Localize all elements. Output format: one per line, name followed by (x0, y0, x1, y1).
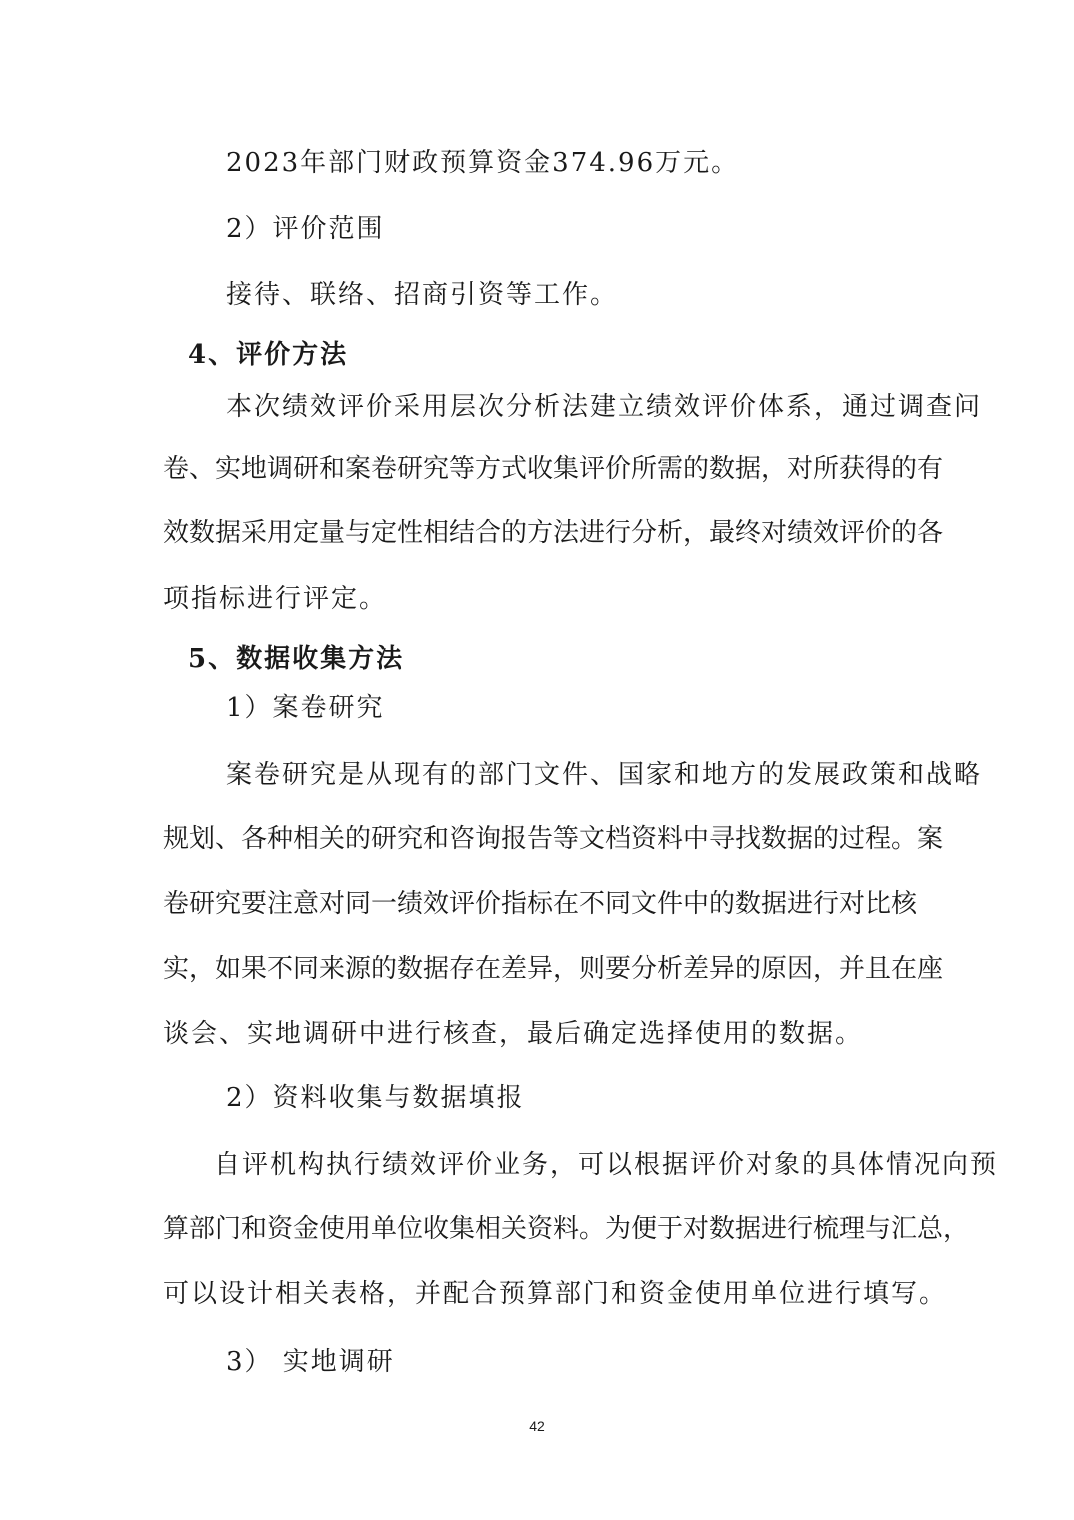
file-research-paragraph-line: 卷研究要注意对同一绩效评价指标在不同文件中的数据进行对比核 (163, 889, 918, 919)
section-heading-data-collection: 5、数据收集方法 (188, 644, 405, 674)
scope-description: 接待、联络、招商引资等工作。 (226, 280, 619, 310)
file-research-paragraph-line: 谈会、实地调研中进行核查，最后确定选择使用的数据。 (163, 1019, 864, 1049)
subheading-data-collection-reporting: 2）资料收集与数据填报 (226, 1083, 525, 1113)
method-paragraph-line: 效数据采用定量与定性相结合的方法进行分析，最终对绩效评价的各 (163, 518, 944, 548)
budget-sentence: 2023年部门财政预算资金374.96万元。 (226, 148, 740, 178)
section-heading-evaluation-method: 4、评价方法 (188, 340, 349, 370)
collection-paragraph-line: 可以设计相关表格，并配合预算部门和资金使用单位进行填写。 (163, 1279, 948, 1309)
subheading-evaluation-scope: 2）评价范围 (226, 214, 385, 244)
method-paragraph-line: 项指标进行评定。 (163, 584, 388, 614)
file-research-paragraph-line: 案卷研究是从现有的部门文件、国家和地方的发展政策和战略 (226, 760, 983, 790)
method-paragraph-line: 卷、实地调研和案卷研究等方式收集评价所需的数据，对所获得的有 (163, 454, 944, 484)
collection-paragraph-line: 自评机构执行绩效评价业务，可以根据评价对象的具体情况向预 (214, 1150, 999, 1180)
subheading-field-research: 3） 实地调研 (226, 1347, 395, 1377)
method-paragraph-line: 本次绩效评价采用层次分析法建立绩效评价体系，通过调查问 (226, 392, 983, 422)
file-research-paragraph-line: 规划、各种相关的研究和咨询报告等文档资料中寻找数据的过程。案 (163, 824, 944, 854)
file-research-paragraph-line: 实，如果不同来源的数据存在差异，则要分析差异的原因，并且在座 (163, 954, 944, 984)
page-number: 42 (529, 1418, 545, 1434)
collection-paragraph-line: 算部门和资金使用单位收集相关资料。为便于对数据进行梳理与汇总， (163, 1214, 970, 1244)
subheading-file-research: 1）案卷研究 (226, 693, 385, 723)
